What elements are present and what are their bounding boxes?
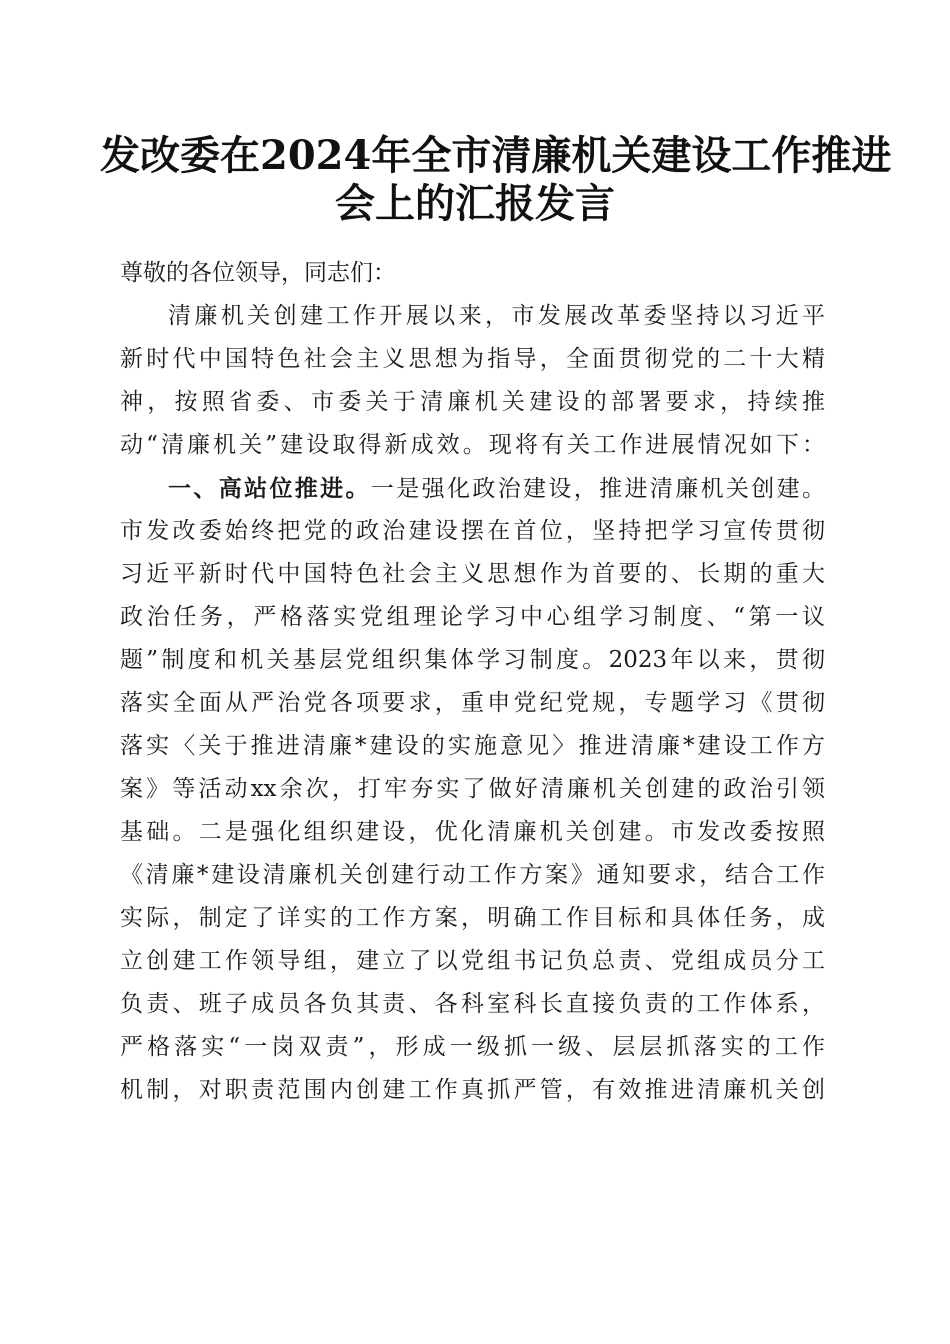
paragraph-line: 严格落实“一岗双责”，形成一级抓一级、层层抓落实的工作 xyxy=(120,1034,825,1060)
title-line-1: 发改委在2024年全市清廉机关建设工作推进 xyxy=(100,132,892,179)
document-title xyxy=(100,132,892,228)
paragraph-line: 基础。二是强化组织建设，优化清廉机关创建。市发改委按照 xyxy=(120,819,825,845)
paragraph-line: 市发改委始终把党的政治建设摆在首位，坚持把学习宣传贯彻 xyxy=(120,518,825,544)
intro-line: 新时代中国特色社会主义思想为指导，全面贯彻党的二十大精 xyxy=(120,346,825,372)
paragraph-line: 实际，制定了详实的工作方案，明确工作目标和具体任务，成 xyxy=(120,905,825,931)
paragraph-line: 立创建工作领导组，建立了以党组书记负总责、党组成员分工 xyxy=(120,948,825,974)
paragraph-line: 机制，对职责范围内创建工作真抓严管，有效推进清廉机关创 xyxy=(120,1077,825,1103)
section-1-heading: 一、高站位推进。 xyxy=(168,475,371,502)
intro-line: 清廉机关创建工作开展以来，市发展改革委坚持以习近平 xyxy=(168,303,825,329)
section-1-first-line xyxy=(120,467,825,510)
paragraph-line: 落实〈关于推进清廉*建设的实施意见〉推进清廉*建设工作方 xyxy=(120,733,825,759)
intro-line: 动“清廉机关”建设取得新成效。现将有关工作进展情况如下： xyxy=(120,432,825,458)
paragraph-line: 落实全面从严治党各项要求，重申党纪党规，专题学习《贯彻 xyxy=(120,690,825,716)
section-1-first-line-text: 一是强化政治建设，推进清廉机关创建。 xyxy=(370,476,826,502)
paragraph-line: 政治任务，严格落实党组理论学习中心组学习制度、“第一议 xyxy=(120,604,825,630)
paragraph-line: 习近平新时代中国特色社会主义思想作为首要的、长期的重大 xyxy=(120,561,825,587)
intro-line: 神，按照省委、市委关于清廉机关建设的部署要求，持续推 xyxy=(120,389,825,415)
paragraph-line: 案》等活动xx余次，打牢夯实了做好清廉机关创建的政治引领 xyxy=(120,776,825,802)
document-body xyxy=(120,252,825,1112)
title-line-2: 会上的汇报发言 xyxy=(335,180,615,227)
paragraph-line: 题”制度和机关基层党组织集体学习制度。2023年以来，贯彻 xyxy=(120,647,825,673)
paragraph-line: 《清廉*建设清廉机关创建行动工作方案》通知要求，结合工作 xyxy=(120,862,825,888)
paragraph-line: 负责、班子成员各负其责、各科室科长直接负责的工作体系， xyxy=(120,991,825,1017)
salutation: 尊敬的各位领导，同志们： xyxy=(120,260,396,286)
